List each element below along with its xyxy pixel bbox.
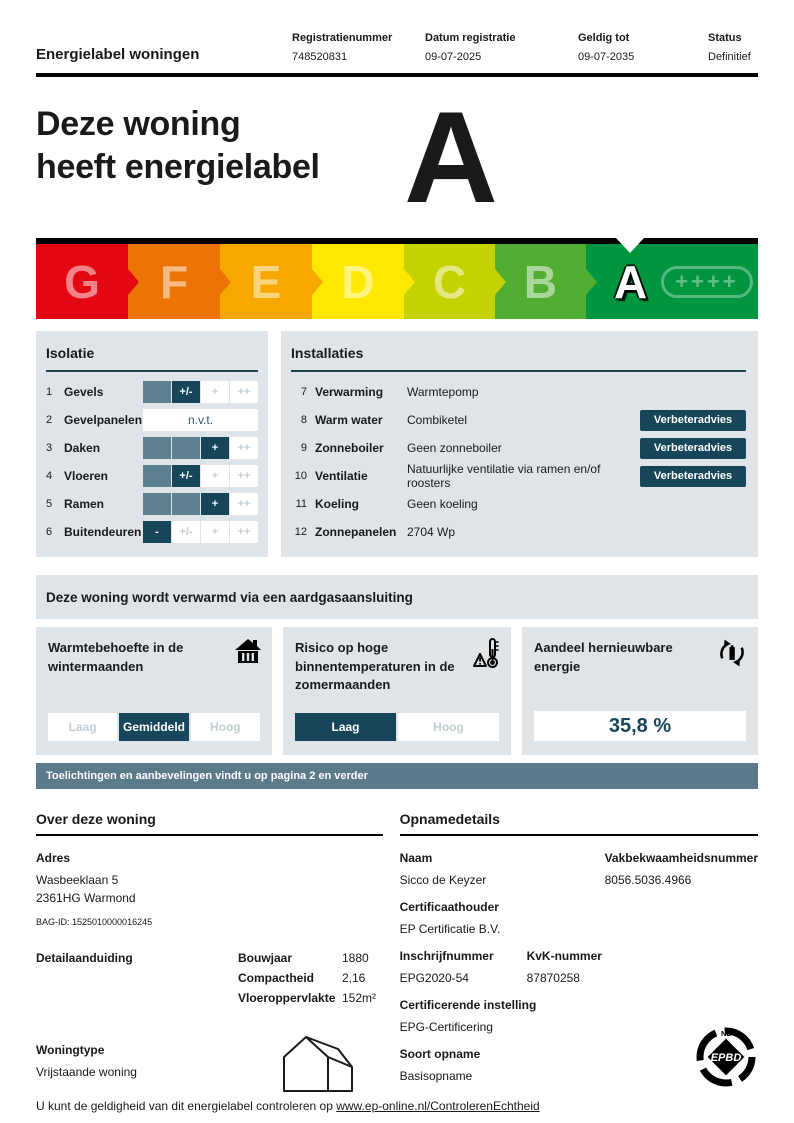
renewable-energy-icon — [716, 637, 748, 674]
rating-cell: ++ — [230, 465, 258, 487]
scale-option-hoog: Hoog — [398, 713, 499, 741]
footer-text: U kunt de geldigheid van dit energielabel controleren op — [36, 1099, 337, 1113]
scale-segment-c — [404, 244, 495, 319]
isolatie-row — [46, 518, 258, 546]
detail-item — [238, 991, 376, 1005]
divider — [36, 834, 383, 836]
opname-field — [400, 949, 527, 987]
installatie-row — [291, 490, 746, 518]
rating-cell — [143, 437, 171, 459]
summer-risk-scale — [295, 713, 499, 741]
opname-field-label: Inschrijfnummer — [399, 949, 494, 964]
chevron-right-icon — [495, 269, 506, 295]
over-deze-woning-section — [36, 803, 383, 1096]
svg-text:NL: NL — [721, 1029, 731, 1039]
scale-segments — [36, 244, 758, 319]
hero-text — [36, 103, 404, 188]
scale-option-laag: Laag — [295, 713, 396, 741]
heat-demand-box — [36, 627, 272, 755]
detail-row — [36, 951, 383, 1011]
rating-cells — [143, 465, 258, 487]
row-number: 6 — [46, 526, 53, 539]
row-number: 10 — [294, 470, 307, 483]
scale-letter: F — [159, 255, 189, 308]
rating-cell: ++ — [230, 521, 258, 543]
heat-demand-scale — [48, 713, 260, 741]
detail-value: 2,16 — [342, 971, 366, 986]
thermometer-warning-icon — [471, 637, 501, 674]
rating-cells — [143, 493, 258, 515]
woningtype-block — [36, 1043, 383, 1081]
row-label: Verwarming — [315, 385, 384, 400]
row-number: 11 — [295, 498, 307, 511]
header-field-label: Registratienummer — [292, 32, 393, 44]
rating-cell — [143, 381, 171, 403]
installatie-row — [291, 378, 746, 406]
detail-label: Vloeroppervlakte — [238, 991, 336, 1006]
row-value: 2704 Wp — [407, 525, 456, 540]
verbeteradvies-button[interactable]: Verbeteradvies — [640, 438, 746, 459]
opname-field — [605, 851, 758, 889]
isolatie-rows — [46, 378, 258, 546]
header-field — [292, 32, 425, 63]
scale-segment-a — [586, 244, 758, 319]
isolatie-row — [46, 378, 258, 406]
opname-field — [527, 949, 602, 987]
validity-footer — [36, 1099, 540, 1113]
renewable-energy-title: Aandeel hernieuwbare energie — [534, 640, 673, 674]
opname-field-label: Naam — [399, 851, 433, 866]
header-field-value: 09-07-2035 — [578, 51, 635, 63]
row-label: Zonneboiler — [315, 441, 384, 456]
detail-value: 1880 — [342, 951, 369, 966]
rating-cell — [143, 465, 171, 487]
installatie-row — [291, 434, 746, 462]
row-label: Ramen — [64, 497, 105, 512]
opname-field — [400, 998, 537, 1036]
row-number: 9 — [300, 442, 307, 455]
scale-option-hoog: Hoog — [191, 713, 260, 741]
row-value: Geen zonneboiler — [407, 441, 502, 456]
chevron-right-icon — [312, 269, 323, 295]
rating-cell: +/- — [172, 381, 200, 403]
woningtype-label: Woningtype — [36, 1043, 105, 1058]
opname-field-value: EPG2020-54 — [399, 971, 469, 986]
svg-text:EPBD: EPBD — [710, 1052, 742, 1065]
detail-item — [238, 951, 376, 965]
installatie-row — [291, 462, 746, 490]
scale-pointer-notch-icon — [616, 238, 644, 253]
bag-id: BAG-ID: 1525010000016245 — [36, 917, 153, 928]
opname-field-value: Basisopname — [399, 1069, 473, 1084]
verbeteradvies-button[interactable]: Verbeteradvies — [640, 410, 746, 431]
rating-cells — [143, 381, 258, 403]
rating-cells — [143, 409, 258, 431]
row-label: Zonnepanelen — [315, 525, 397, 540]
gas-connection-banner: Deze woning wordt verwarmd via een aardgasaansluiting — [36, 575, 758, 619]
opname-field-value: EPG-Certificering — [399, 1020, 493, 1035]
isolatie-title: Isolatie — [46, 345, 95, 362]
opname-field-label: Certificerende instelling — [399, 998, 537, 1013]
woningtype-value: Vrijstaande woning — [36, 1065, 137, 1080]
rating-cell: ++ — [230, 437, 258, 459]
chevron-right-icon — [404, 269, 415, 295]
rating-cell: +/- — [172, 521, 200, 543]
rating-cell: + — [201, 493, 229, 515]
rating-cell-nvt: n.v.t. — [143, 409, 258, 431]
row-value: Geen koeling — [407, 497, 478, 512]
opname-field-label: KvK-nummer — [526, 949, 602, 964]
adres-label: Adres — [36, 851, 71, 866]
scale-letter: E — [250, 255, 282, 308]
row-number: 5 — [46, 498, 53, 511]
rating-cell: +/- — [172, 465, 200, 487]
isolatie-row — [46, 434, 258, 462]
note-banner: Toelichtingen en aanbevelingen vindt u op pagina 2 en verder — [36, 763, 758, 789]
opname-field-label: Certificaathouder — [399, 900, 499, 915]
divider — [46, 370, 258, 372]
scale-letter: C — [432, 255, 467, 308]
divider — [291, 370, 746, 372]
rating-cell: + — [201, 465, 229, 487]
opname-field — [400, 851, 605, 889]
opname-field-label: Vakbekwaamheidsnummer — [604, 851, 758, 866]
rating-cells — [143, 437, 258, 459]
divider — [400, 834, 758, 836]
chevron-right-icon — [220, 269, 231, 295]
rating-cell: ++ — [230, 381, 258, 403]
chevron-right-icon — [586, 269, 597, 295]
row-number: 12 — [294, 526, 307, 539]
info-boxes — [36, 627, 758, 755]
plus-badge: ++++ — [661, 266, 752, 298]
adres-line: 2361HG Warmond — [36, 891, 136, 906]
detail-table — [238, 951, 376, 1011]
house-heating-icon — [234, 637, 262, 669]
header-field — [578, 32, 708, 63]
header-field-value: 748520831 — [292, 51, 348, 63]
detailaanduiding-label: Detailaanduiding — [36, 951, 133, 966]
detail-value: 152m² — [342, 991, 377, 1006]
detail-label: Compactheid — [238, 971, 315, 986]
row-number: 1 — [46, 386, 53, 399]
isolatie-row — [46, 406, 258, 434]
scale-segment-d — [312, 244, 404, 319]
summer-temperature-risk-box — [283, 627, 511, 755]
scale-letter: D — [341, 255, 375, 308]
scale-letter: B — [523, 255, 558, 308]
row-label: Warm water — [315, 413, 383, 428]
rating-cell — [172, 493, 200, 515]
scale-segment-b — [495, 244, 586, 319]
row-number: 7 — [300, 386, 307, 399]
row-label: Gevelpanelen — [64, 413, 143, 428]
scale-letter: A — [614, 255, 648, 308]
rating-cell: + — [201, 381, 229, 403]
rating-cell: + — [201, 437, 229, 459]
document-title: Energielabel woningen — [36, 46, 200, 63]
opname-field — [400, 1047, 481, 1085]
row-label: Gevels — [64, 385, 104, 400]
opname-field-label: Soort opname — [399, 1047, 481, 1062]
opname-row — [400, 949, 758, 987]
row-label: Buitendeuren — [64, 525, 142, 540]
header-fields — [292, 32, 758, 63]
isolatie-panel — [36, 331, 268, 557]
scale-option-laag: Laag — [48, 713, 117, 741]
header-field — [708, 32, 758, 63]
row-number: 3 — [46, 442, 53, 455]
scale-segment-g — [36, 244, 128, 319]
rating-cell — [143, 493, 171, 515]
header-field-label: Geldig tot — [578, 32, 630, 44]
installaties-rows — [291, 378, 746, 546]
row-number: 2 — [46, 414, 53, 427]
detail-label: Bouwjaar — [238, 951, 293, 966]
energy-grade-letter: A — [404, 84, 498, 230]
energy-scale — [36, 238, 758, 319]
row-label: Daken — [64, 441, 101, 456]
scale-segment-e — [220, 244, 312, 319]
renewable-energy-box — [522, 627, 758, 755]
header-field-value: Definitief — [708, 51, 751, 63]
row-value: Natuurlijke ventilatie via ramen en/of roosters — [407, 462, 601, 491]
verbeteradvies-button[interactable]: Verbeteradvies — [640, 466, 746, 487]
opname-field-value: EP Certificatie B.V. — [399, 922, 501, 937]
opnamedetails-section — [400, 803, 758, 1096]
house-outline-icon — [274, 1029, 358, 1100]
opname-field — [400, 900, 501, 938]
document-header — [36, 0, 758, 77]
row-label: Ventilatie — [315, 469, 368, 484]
installaties-title: Installaties — [291, 345, 364, 362]
ep-online-link[interactable]: www.ep-online.nl/ControlerenEchtheid — [336, 1099, 540, 1113]
header-field — [425, 32, 578, 63]
opnamedetails-title: Opnamedetails — [399, 811, 500, 828]
bottom-section — [36, 803, 758, 1096]
over-woning-title: Over deze woning — [36, 811, 156, 828]
row-value: Warmtepomp — [407, 385, 479, 400]
row-value: Combiketel — [407, 413, 468, 428]
opname-field-value: 8056.5036.4966 — [604, 873, 692, 888]
rating-cell: + — [201, 521, 229, 543]
scale-letter: G — [64, 255, 100, 308]
opname-row — [400, 851, 758, 889]
scale-segment-f — [128, 244, 220, 319]
rating-cell: - — [143, 521, 171, 543]
epbd-seal-icon — [694, 1025, 758, 1094]
detail-panels — [36, 331, 758, 557]
rating-cell — [172, 437, 200, 459]
installaties-panel — [281, 331, 758, 557]
installatie-row — [291, 518, 746, 546]
opname-field-value: 87870258 — [526, 971, 580, 986]
opname-field-value: Sicco de Keyzer — [399, 873, 487, 888]
row-label: Koeling — [315, 497, 359, 512]
renewable-percentage-value: 35,8 % — [534, 711, 746, 741]
installatie-row — [291, 406, 746, 434]
hero-line1: Deze woning — [36, 105, 241, 143]
row-number: 8 — [300, 414, 307, 427]
chevron-right-icon — [128, 269, 139, 295]
isolatie-row — [46, 462, 258, 490]
rating-cells — [143, 521, 258, 543]
detail-item — [238, 971, 376, 985]
heat-demand-title: Warmtebehoefte in de wintermaanden — [48, 640, 184, 674]
adres-line: Wasbeeklaan 5 — [36, 873, 119, 888]
header-field-value: 09-07-2025 — [425, 51, 482, 63]
hero-section — [36, 84, 758, 230]
isolatie-row — [46, 490, 258, 518]
header-field-label: Status — [708, 32, 742, 44]
hero-line2: heeft energielabel — [36, 147, 320, 186]
summer-risk-title: Risico op hoge binnentemperaturen in de zomermaanden — [295, 640, 455, 692]
row-label: Vloeren — [64, 469, 109, 484]
row-number: 4 — [46, 470, 53, 483]
opname-row — [400, 900, 758, 938]
scale-option-gemiddeld: Gemiddeld — [119, 713, 188, 741]
rating-cell: ++ — [230, 493, 258, 515]
header-field-label: Datum registratie — [425, 32, 516, 44]
